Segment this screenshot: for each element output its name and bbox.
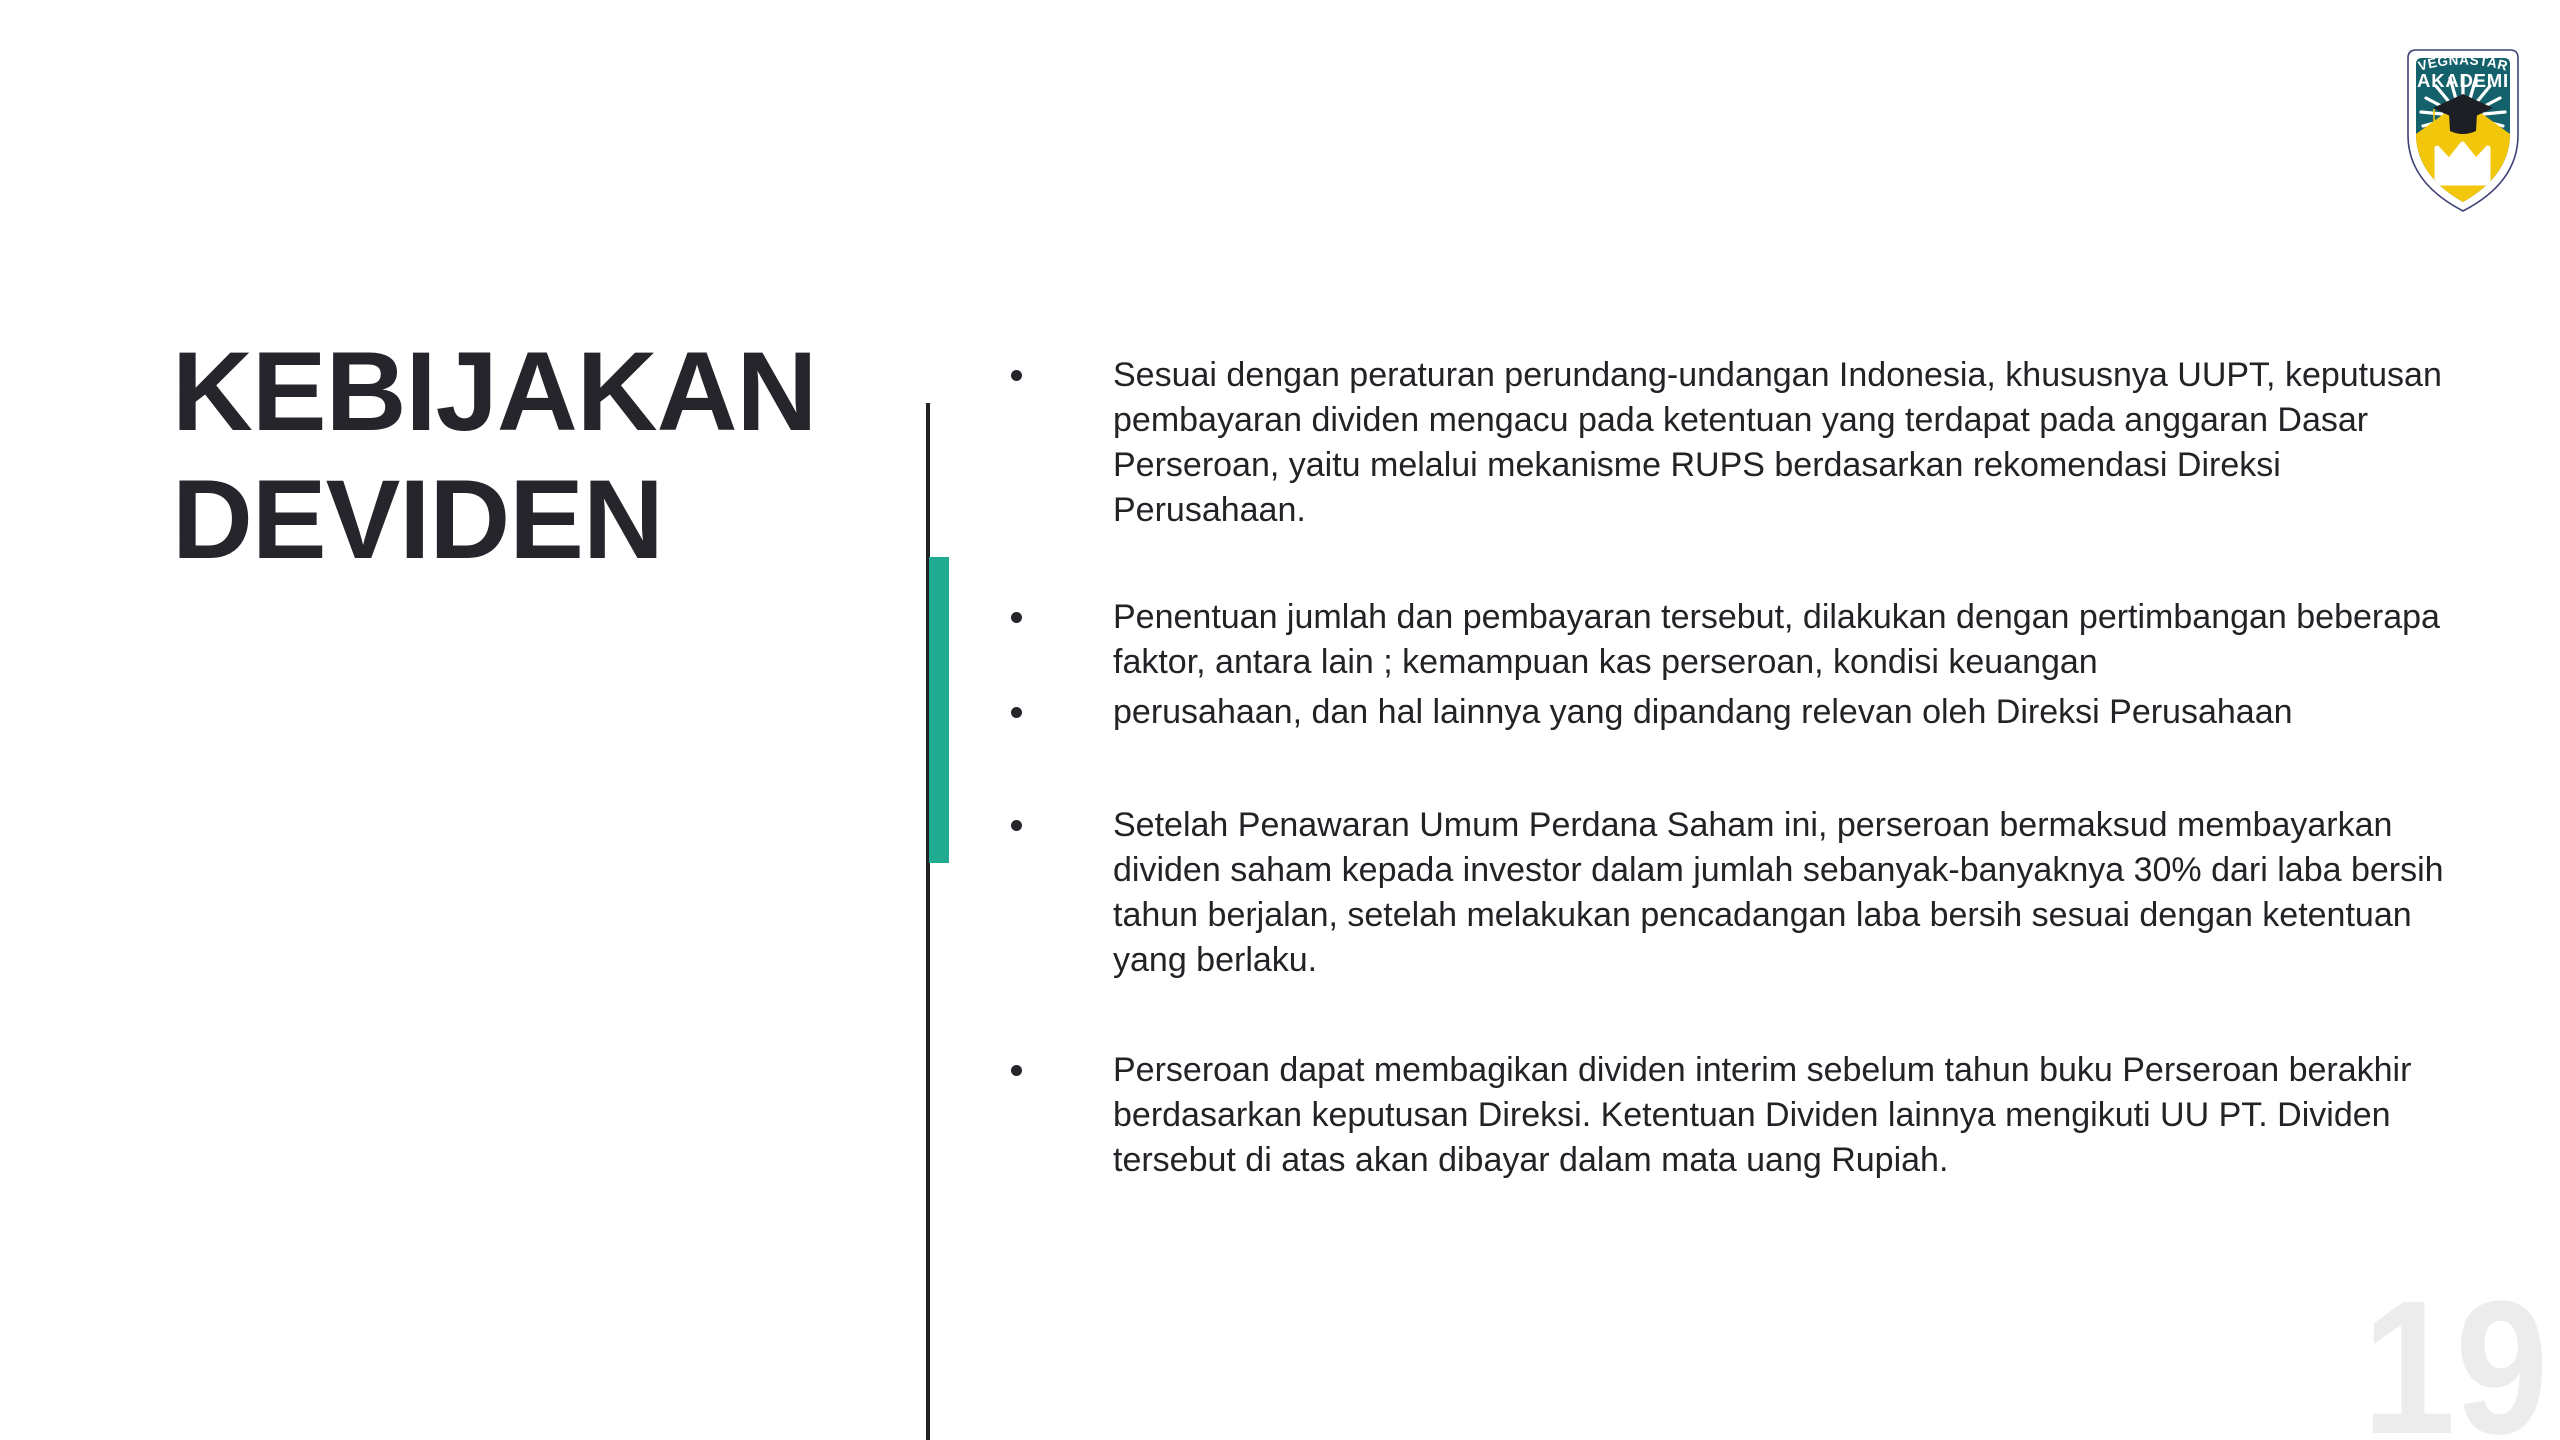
list-item <box>990 1048 2480 1183</box>
list-item <box>990 595 2480 685</box>
slide-title: KEBIJAKAN DEVIDEN <box>172 329 817 583</box>
bullet-text: perusahaan, dan hal lainnya yang dipandang relevan oleh Direksi Perusahaan <box>1113 693 2293 731</box>
list-item <box>990 690 2480 735</box>
bullet-text: Setelah Penawaran Umum Perdana Saham ini, perseroan bermaksud membayarkan dividen saham kepada investor dalam jumlah sebanyak-banyaknya 30% dari laba bersih tahun berjalan, setelah melakukan pencadangan laba bersih sesuai dengan ketentuan yang berlaku. <box>1113 806 2444 979</box>
page-number: 19 <box>2362 1262 2548 1440</box>
academy-logo <box>2398 42 2528 214</box>
bullet-list <box>990 353 2480 1183</box>
logo-text-line2: AKADEMI <box>2417 70 2509 91</box>
bullet-text: Perseroan dapat membagikan dividen interim sebelum tahun buku Perseroan berakhir berdasarkan keputusan Direksi. Ketentuan Dividen lainnya mengikuti UU PT. Dividen tersebut di atas akan dibayar dalam mata uang Rupiah. <box>1113 1051 2412 1179</box>
bullet-icon <box>1011 707 1022 718</box>
logo-text-line1: VEGNASTAR <box>2416 52 2510 74</box>
bullet-icon <box>1011 370 1022 381</box>
list-item <box>990 803 2480 983</box>
bullet-icon <box>1011 612 1022 623</box>
teal-accent-bar <box>929 557 949 863</box>
bullet-icon <box>1011 820 1022 831</box>
bullet-icon <box>1011 1065 1022 1076</box>
bullet-text: Sesuai dengan peraturan perundang-undangan Indonesia, khususnya UUPT, keputusan pembayaran dividen mengacu pada ketentuan yang terdapat pada anggaran Dasar Perseroan, yaitu melalui mekanisme RUPS berdasarkan rekomendasi Direksi Perusahaan. <box>1113 356 2442 529</box>
bullet-text: Penentuan jumlah dan pembayaran tersebut, dilakukan dengan pertimbangan beberapa faktor, antara lain ; kemampuan kas perseroan, kondisi keuangan <box>1113 598 2440 681</box>
list-item <box>990 353 2480 533</box>
